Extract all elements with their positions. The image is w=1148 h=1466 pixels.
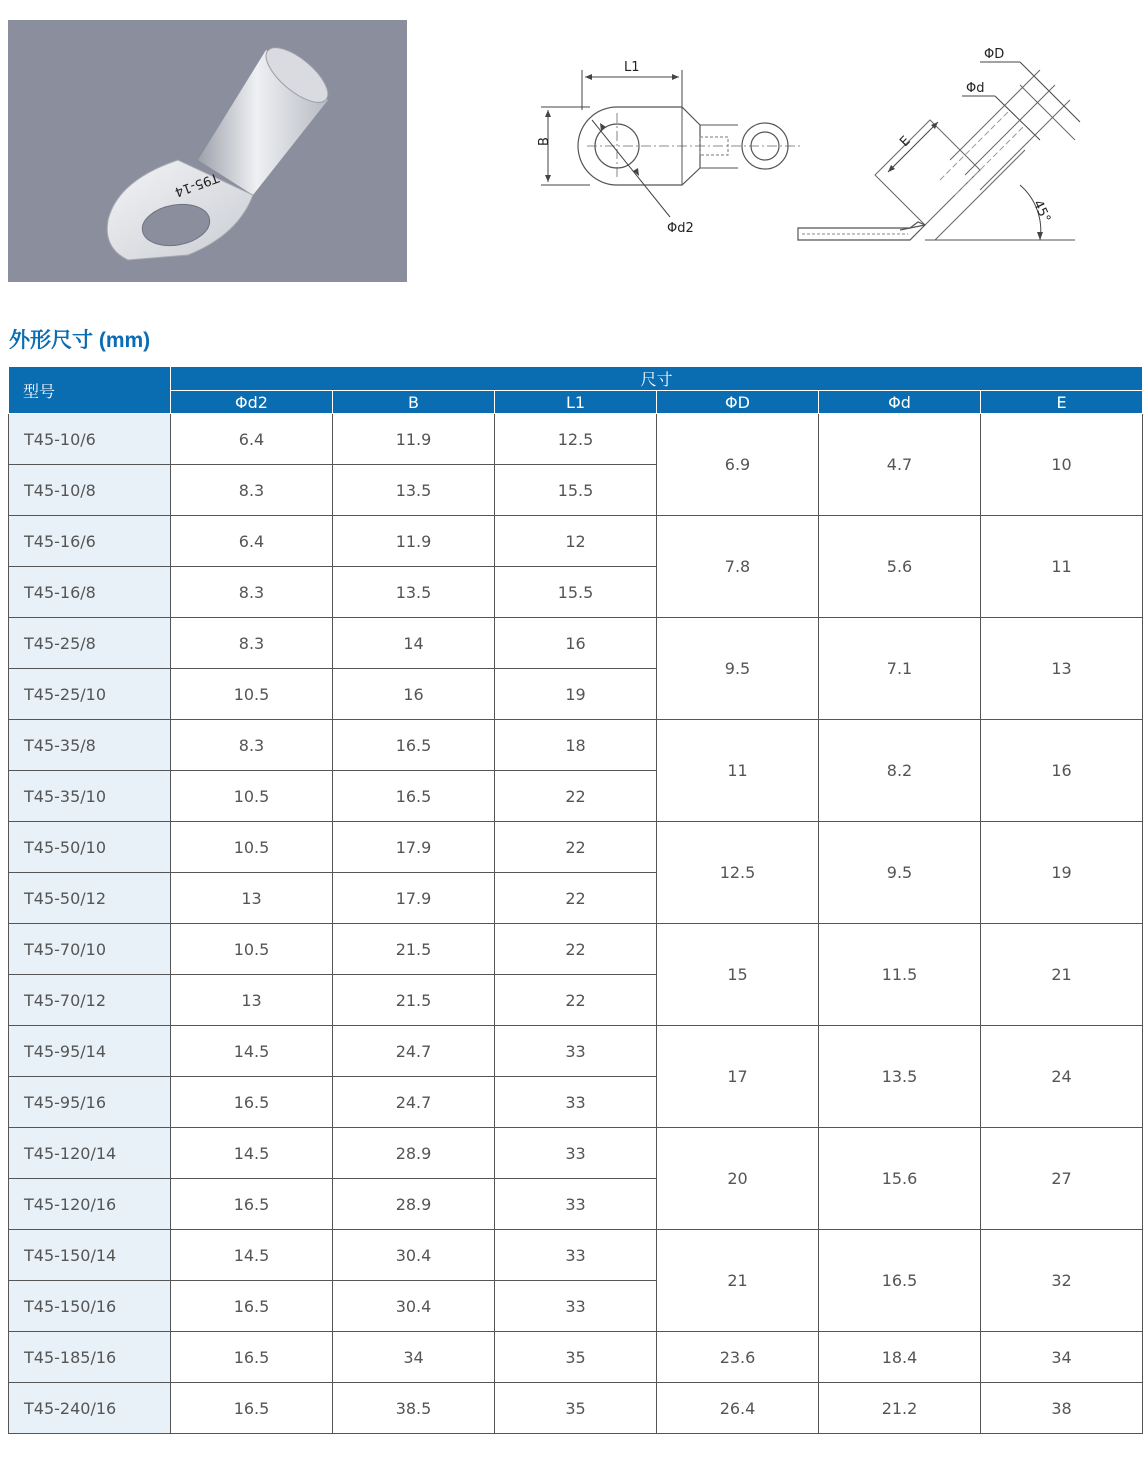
col-header-outer-d: ΦD — [657, 391, 819, 414]
section-title: 外形尺寸 (mm) — [9, 329, 151, 352]
b-cell: 21.5 — [333, 975, 495, 1026]
l1-cell: 33 — [495, 1230, 657, 1281]
l1-cell: 16 — [495, 618, 657, 669]
col-header-b: B — [333, 391, 495, 414]
e-cell: 27 — [981, 1128, 1143, 1230]
model-cell: T45-10/8 — [9, 465, 171, 516]
outer-d-cell: 20 — [657, 1128, 819, 1230]
d2-cell: 16.5 — [171, 1383, 333, 1434]
label-l1: L1 — [624, 60, 640, 75]
outer-d-cell: 15 — [657, 924, 819, 1026]
b-cell: 16 — [333, 669, 495, 720]
d2-cell: 8.3 — [171, 567, 333, 618]
e-cell: 38 — [981, 1383, 1143, 1434]
l1-cell: 22 — [495, 771, 657, 822]
inner-d-cell: 7.1 — [819, 618, 981, 720]
inner-d-cell: 8.2 — [819, 720, 981, 822]
e-cell: 16 — [981, 720, 1143, 822]
model-cell: T45-150/14 — [9, 1230, 171, 1281]
inner-d-cell: 18.4 — [819, 1332, 981, 1383]
model-cell: T45-95/16 — [9, 1077, 171, 1128]
inner-d-cell: 13.5 — [819, 1026, 981, 1128]
label-b: B — [537, 137, 552, 146]
d2-cell: 16.5 — [171, 1332, 333, 1383]
col-header-l1: L1 — [495, 391, 657, 414]
b-cell: 14 — [333, 618, 495, 669]
inner-d-cell: 4.7 — [819, 414, 981, 516]
inner-d-cell: 5.6 — [819, 516, 981, 618]
model-cell: T45-70/10 — [9, 924, 171, 975]
model-cell: T45-25/10 — [9, 669, 171, 720]
d2-cell: 8.3 — [171, 618, 333, 669]
lug-stamp: T95-14 — [172, 169, 221, 200]
b-cell: 17.9 — [333, 822, 495, 873]
l1-cell: 18 — [495, 720, 657, 771]
b-cell: 13.5 — [333, 567, 495, 618]
l1-cell: 12.5 — [495, 414, 657, 465]
e-cell: 24 — [981, 1026, 1143, 1128]
d2-cell: 16.5 — [171, 1077, 333, 1128]
table-row — [9, 1332, 1143, 1383]
table-row — [9, 822, 1143, 873]
table-row — [9, 720, 1143, 771]
table-row — [9, 924, 1143, 975]
l1-cell: 33 — [495, 1026, 657, 1077]
l1-cell: 22 — [495, 975, 657, 1026]
model-header: 型号 — [9, 367, 171, 414]
b-cell: 30.4 — [333, 1281, 495, 1332]
inner-d-cell: 21.2 — [819, 1383, 981, 1434]
outer-d-cell: 9.5 — [657, 618, 819, 720]
model-cell: T45-120/14 — [9, 1128, 171, 1179]
l1-cell: 33 — [495, 1128, 657, 1179]
model-cell: T45-35/8 — [9, 720, 171, 771]
d2-cell: 10.5 — [171, 669, 333, 720]
b-cell: 30.4 — [333, 1230, 495, 1281]
b-cell: 34 — [333, 1332, 495, 1383]
e-cell: 13 — [981, 618, 1143, 720]
b-cell: 38.5 — [333, 1383, 495, 1434]
d2-cell: 8.3 — [171, 720, 333, 771]
table-header-row — [9, 367, 1143, 391]
d2-cell: 10.5 — [171, 822, 333, 873]
model-cell: T45-95/14 — [9, 1026, 171, 1077]
dimensions-table — [8, 366, 1143, 1434]
model-cell: T45-240/16 — [9, 1383, 171, 1434]
product-photo — [8, 20, 407, 282]
l1-cell: 33 — [495, 1179, 657, 1230]
d2-cell: 6.4 — [171, 516, 333, 567]
outer-d-cell: 17 — [657, 1026, 819, 1128]
model-cell: T45-70/12 — [9, 975, 171, 1026]
b-cell: 24.7 — [333, 1026, 495, 1077]
model-cell: T45-50/10 — [9, 822, 171, 873]
outer-d-cell: 21 — [657, 1230, 819, 1332]
l1-cell: 22 — [495, 873, 657, 924]
l1-cell: 22 — [495, 822, 657, 873]
e-cell: 34 — [981, 1332, 1143, 1383]
d2-cell: 16.5 — [171, 1179, 333, 1230]
l1-cell: 35 — [495, 1383, 657, 1434]
e-cell: 32 — [981, 1230, 1143, 1332]
b-cell: 11.9 — [333, 516, 495, 567]
model-cell: T45-16/6 — [9, 516, 171, 567]
label-outer-d: ΦD — [984, 47, 1005, 62]
d2-cell: 10.5 — [171, 924, 333, 975]
outer-d-cell: 23.6 — [657, 1332, 819, 1383]
col-header-d2: Φd2 — [171, 391, 333, 414]
model-cell: T45-150/16 — [9, 1281, 171, 1332]
b-cell: 11.9 — [333, 414, 495, 465]
l1-cell: 22 — [495, 924, 657, 975]
label-d2: Φd2 — [667, 221, 694, 236]
col-header-inner-d: Φd — [819, 391, 981, 414]
label-angle: 45° — [1029, 197, 1054, 226]
side-view-diagram — [790, 40, 1100, 255]
table-row — [9, 414, 1143, 465]
d2-cell: 14.5 — [171, 1230, 333, 1281]
inner-d-cell: 11.5 — [819, 924, 981, 1026]
l1-cell: 15.5 — [495, 567, 657, 618]
label-inner-d: Φd — [966, 81, 985, 96]
outer-d-cell: 7.8 — [657, 516, 819, 618]
d2-cell: 13 — [171, 873, 333, 924]
b-cell: 28.9 — [333, 1128, 495, 1179]
inner-d-cell: 15.6 — [819, 1128, 981, 1230]
model-cell: T45-16/8 — [9, 567, 171, 618]
outer-d-cell: 12.5 — [657, 822, 819, 924]
model-cell: T45-25/8 — [9, 618, 171, 669]
model-cell: T45-10/6 — [9, 414, 171, 465]
col-header-e: E — [981, 391, 1143, 414]
table-row — [9, 1230, 1143, 1281]
d2-cell: 16.5 — [171, 1281, 333, 1332]
outer-d-cell: 6.9 — [657, 414, 819, 516]
outer-d-cell: 11 — [657, 720, 819, 822]
l1-cell: 35 — [495, 1332, 657, 1383]
d2-cell: 8.3 — [171, 465, 333, 516]
cable-lug-illustration — [8, 20, 407, 282]
model-cell: T45-185/16 — [9, 1332, 171, 1383]
e-cell: 11 — [981, 516, 1143, 618]
model-cell: T45-120/16 — [9, 1179, 171, 1230]
d2-cell: 6.4 — [171, 414, 333, 465]
table-row — [9, 1128, 1143, 1179]
model-cell: T45-35/10 — [9, 771, 171, 822]
d2-cell: 10.5 — [171, 771, 333, 822]
d2-cell: 14.5 — [171, 1026, 333, 1077]
l1-cell: 19 — [495, 669, 657, 720]
e-cell: 10 — [981, 414, 1143, 516]
top-view-diagram — [525, 45, 810, 245]
table-subheader-row — [9, 391, 1143, 414]
b-cell: 16.5 — [333, 720, 495, 771]
outer-d-cell: 26.4 — [657, 1383, 819, 1434]
table-row — [9, 1026, 1143, 1077]
d2-cell: 14.5 — [171, 1128, 333, 1179]
dimension-group-header: 尺寸 — [171, 367, 1143, 391]
d2-cell: 13 — [171, 975, 333, 1026]
inner-d-cell: 9.5 — [819, 822, 981, 924]
b-cell: 24.7 — [333, 1077, 495, 1128]
table-row — [9, 516, 1143, 567]
b-cell: 16.5 — [333, 771, 495, 822]
e-cell: 21 — [981, 924, 1143, 1026]
label-e: E — [897, 133, 914, 150]
b-cell: 17.9 — [333, 873, 495, 924]
e-cell: 19 — [981, 822, 1143, 924]
l1-cell: 12 — [495, 516, 657, 567]
table-row — [9, 1383, 1143, 1434]
b-cell: 13.5 — [333, 465, 495, 516]
b-cell: 21.5 — [333, 924, 495, 975]
inner-d-cell: 16.5 — [819, 1230, 981, 1332]
l1-cell: 33 — [495, 1281, 657, 1332]
table-row — [9, 618, 1143, 669]
b-cell: 28.9 — [333, 1179, 495, 1230]
l1-cell: 15.5 — [495, 465, 657, 516]
model-cell: T45-50/12 — [9, 873, 171, 924]
l1-cell: 33 — [495, 1077, 657, 1128]
